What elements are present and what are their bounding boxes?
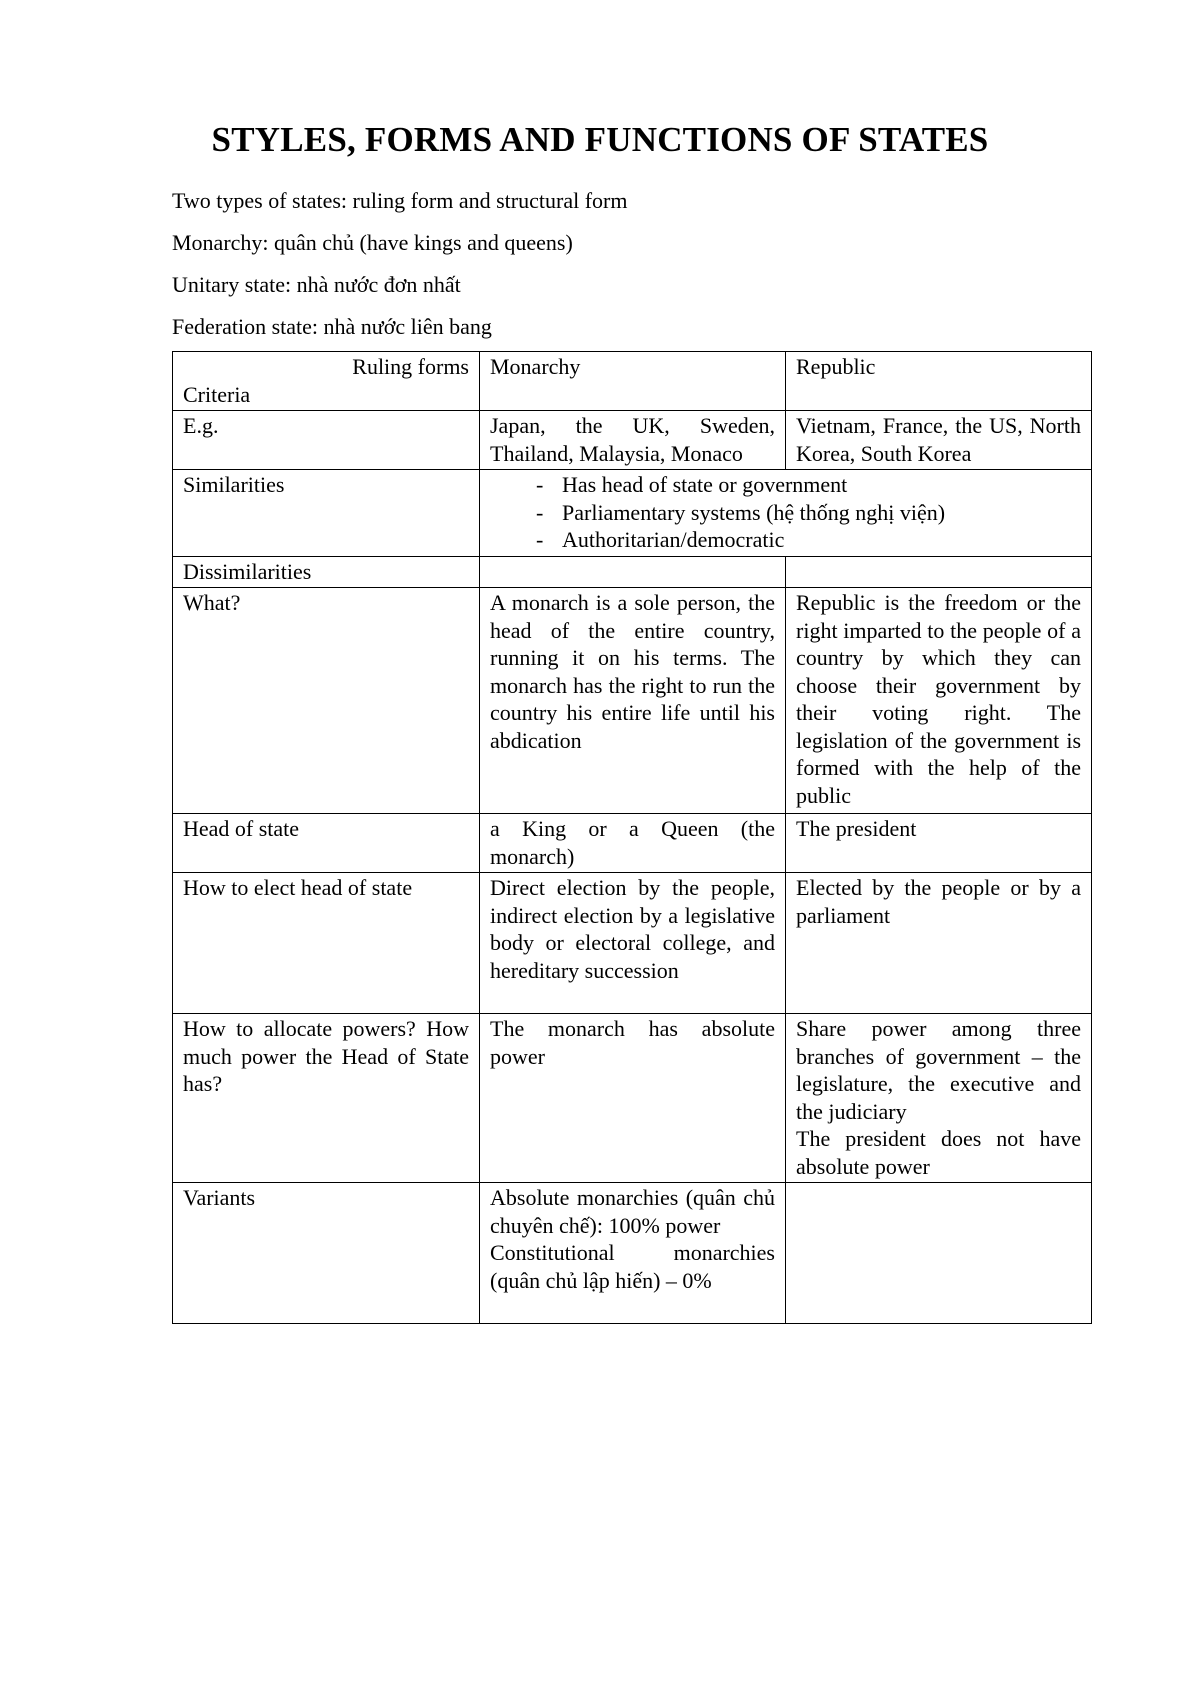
powers-label: How to allocate powers? How much power the Head of State has? [173,1014,480,1183]
header-republic: Republic [786,352,1092,411]
intro-section [172,180,1072,348]
similarity-item: - Authoritarian/democratic [536,526,1081,554]
powers-republic-president: The president does not have absolute power [796,1126,1081,1179]
head-of-state-label: Head of state [173,814,480,873]
powers-monarchy: The monarch has absolute power [480,1014,786,1183]
elect-republic: Elected by the people or by a parliament [786,873,1092,1014]
variants-label: Variants [173,1183,480,1324]
head-of-state-republic: The president [786,814,1092,873]
table-row-variants [173,1183,1092,1324]
dissimilarities-label: Dissimilarities [173,556,480,588]
dissimilarities-monarchy [480,556,786,588]
dissimilarities-republic [786,556,1092,588]
powers-republic-share: Share power among three branches of government – the legislature, the executive and the judiciary [796,1016,1081,1124]
header-criteria-cell [173,352,480,411]
table-row-powers [173,1014,1092,1183]
variants-absolute: Absolute monarchies (quân chủ chuyên chế): 100% power [490,1185,775,1238]
table-row-similarities [173,470,1092,557]
header-criteria: Criteria [183,381,251,407]
powers-republic-cell [786,1014,1092,1183]
intro-line-unitary: Unitary state: nhà nước đơn nhất [172,272,461,297]
intro-line-federation: Federation state: nhà nước liên bang [172,314,492,339]
header-monarchy: Monarchy [480,352,786,411]
table-row-what [173,588,1092,814]
variants-monarchy-cell [480,1183,786,1324]
similarities-cell [480,470,1092,557]
comparison-table [172,351,1092,1324]
intro-line-types: Two types of states: ruling form and structural form [172,188,628,213]
table-row-elect [173,873,1092,1014]
table-row-header [173,352,1092,411]
what-monarchy: A monarch is a sole person, the head of the entire country, running it on his terms. The monarch has the right to run the country his entire life until his abdication [480,588,786,814]
variants-constitutional: Constitutional monarchies (quân chủ lập hiến) – 0% [490,1240,775,1293]
similarities-label: Similarities [173,470,480,557]
elect-label: How to elect head of state [173,873,480,1014]
similarity-item: - Parliamentary systems (hệ thống nghị viện) [536,499,1081,527]
table-row-head-of-state [173,814,1092,873]
similarities-list [490,471,1081,554]
table-row-dissimilarities [173,556,1092,588]
what-republic: Republic is the freedom or the right imparted to the people of a country by which they can choose their government by their voting right. The legislation of the government is formed with the help of the public [786,588,1092,814]
head-of-state-monarchy: a King or a Queen (the monarch) [480,814,786,873]
eg-republic: Vietnam, France, the US, North Korea, South Korea [786,411,1092,470]
elect-monarchy: Direct election by the people, indirect election by a legislative body or electoral college, and hereditary succession [480,873,786,1014]
what-label: What? [173,588,480,814]
eg-monarchy: Japan, the UK, Sweden, Thailand, Malaysia, Monaco [480,411,786,470]
intro-line-monarchy: Monarchy: quân chủ (have kings and queens) [172,230,573,255]
similarity-item: - Has head of state or government [536,471,1081,499]
header-ruling-forms: Ruling forms [352,354,469,379]
eg-label: E.g. [173,411,480,470]
table-row-eg [173,411,1092,470]
document-title: STYLES, FORMS AND FUNCTIONS OF STATES [211,120,989,159]
variants-republic [786,1183,1092,1324]
